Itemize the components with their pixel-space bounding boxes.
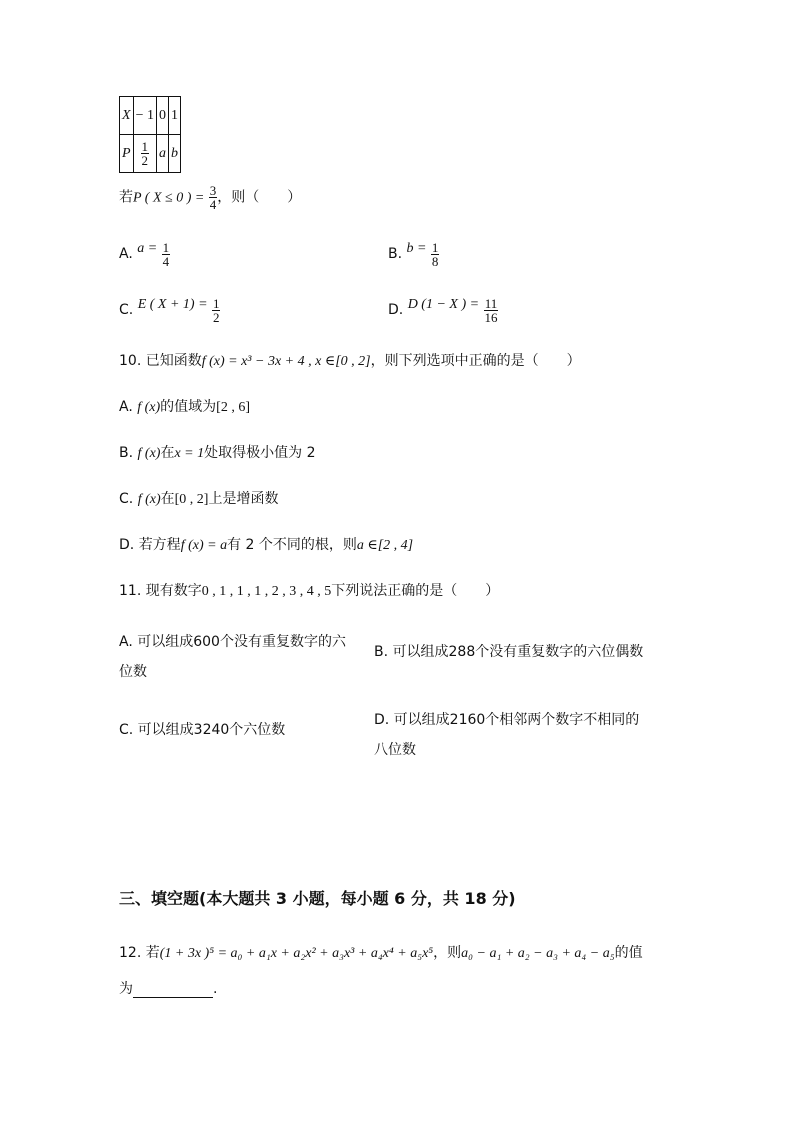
question-12-stem — [119, 944, 643, 963]
question-11-option-a[interactable] — [119, 627, 346, 687]
math-expression: f (x) = a — [180, 538, 228, 553]
option-text: C. 可以组成3240个六位数 — [119, 722, 286, 738]
option-text: D. 可以组成2160个相邻两个数字不相同的 — [374, 712, 640, 728]
math-expression: f (x) — [137, 446, 161, 461]
stem-text: 12. 若 — [119, 945, 160, 961]
table-cell: 0 — [156, 97, 168, 135]
table-cell: P — [120, 135, 134, 173]
option-text: 上是增函数 — [208, 491, 279, 507]
table-row — [120, 97, 181, 135]
fraction-denominator: 2 — [212, 310, 220, 325]
fraction-denominator: 4 — [209, 197, 217, 212]
table-cell: X — [120, 97, 134, 135]
fraction-numerator: 1 — [162, 240, 170, 255]
table-cell: a — [156, 135, 168, 173]
fraction — [162, 241, 171, 268]
math-expression: E ( X + 1) = — [137, 297, 208, 312]
stem-text: ，则下列选项中正确的是（ ） — [370, 353, 581, 369]
option-text: A. 可以组成600个没有重复数字的六 — [119, 634, 346, 650]
option-label: B. — [119, 445, 134, 461]
question-9-option-c[interactable] — [119, 296, 220, 324]
stem-text: . — [213, 981, 218, 997]
option-text: 在 — [160, 491, 175, 507]
math-expression: f (x) = x³ − 3x + 4 , x ∈[0 , 2] — [201, 354, 371, 369]
option-text: 处取得极小值为 2 — [204, 445, 316, 461]
fraction-denominator: 16 — [484, 310, 498, 325]
question-11-option-b[interactable] — [374, 643, 643, 661]
fraction — [141, 140, 150, 167]
fraction — [431, 241, 440, 268]
fraction-numerator: 1 — [212, 296, 220, 311]
math-expression: P ( X ≤ 0 ) = — [133, 190, 205, 206]
fraction-numerator: 11 — [484, 296, 498, 311]
fraction-numerator: 1 — [431, 240, 439, 255]
option-label: A. — [119, 399, 133, 415]
question-11-option-c[interactable] — [119, 721, 285, 739]
option-label: A. — [119, 246, 133, 262]
math-expression: a = — [137, 241, 158, 256]
math-expression: (1 + 3x )⁵ = a₀ + a₁x + a₂x² + a₃x³ + a₄x⁴ + a₅x⁵ — [159, 946, 434, 961]
fraction — [212, 297, 221, 324]
math-expression: x = 1 — [174, 446, 205, 461]
math-expression: 0 , 1 , 1 , 1 , 2 , 3 , 4 , 5 — [201, 584, 332, 599]
question-9-option-b[interactable] — [388, 240, 439, 268]
fraction — [209, 184, 218, 211]
fraction-numerator: 3 — [209, 183, 217, 198]
option-label: C. — [119, 491, 134, 507]
option-text: B. 可以组成288个没有重复数字的六位偶数 — [374, 644, 644, 660]
option-label: B. — [388, 246, 403, 262]
answer-blank[interactable] — [133, 983, 213, 998]
option-text: 有 2 个不同的根，则 — [227, 537, 357, 553]
distribution-table — [119, 96, 181, 173]
fraction — [484, 297, 499, 324]
option-text: 在 — [160, 445, 175, 461]
table-cell: 1 — [168, 97, 180, 135]
option-text: 若方程 — [138, 537, 181, 553]
table-cell — [133, 135, 156, 173]
fraction-denominator: 2 — [141, 153, 149, 168]
option-text: 的值域为 — [160, 399, 217, 415]
stem-text: 若 — [119, 189, 133, 206]
question-9-option-d[interactable] — [388, 296, 499, 324]
table-cell: b — [168, 135, 180, 173]
option-label: C. — [119, 302, 134, 318]
math-expression: f (x) — [137, 400, 161, 415]
math-expression: a₀ − a₁ + a₂ − a₃ + a₄ − a₅ — [461, 946, 615, 961]
question-10-option-d[interactable] — [119, 536, 413, 555]
question-9-option-a[interactable] — [119, 240, 170, 268]
math-expression: D (1 − X ) = — [407, 297, 480, 312]
option-text: 八位数 — [374, 742, 416, 758]
section-heading: 三、填空题(本大题共 3 小题，每小题 6 分，共 18 分) — [119, 889, 516, 908]
question-9-stem — [119, 184, 301, 211]
question-11-stem — [119, 582, 499, 601]
question-10-option-a[interactable] — [119, 398, 250, 417]
option-label: D. — [119, 537, 135, 553]
question-10-option-b[interactable] — [119, 444, 315, 463]
question-12-answer-line — [119, 980, 217, 998]
stem-text: ，则（ ） — [217, 189, 302, 206]
stem-text: 为 — [119, 981, 133, 997]
stem-text: ，则 — [433, 945, 462, 961]
fraction-denominator: 4 — [162, 254, 170, 269]
stem-text: 11. 现有数字 — [119, 583, 202, 599]
table-row — [120, 135, 181, 173]
math-expression: b = — [406, 241, 427, 256]
fraction-numerator: 1 — [141, 139, 149, 154]
question-11-option-d[interactable] — [374, 705, 639, 765]
math-expression: [0 , 2] — [174, 492, 209, 507]
question-10-option-c[interactable] — [119, 490, 278, 509]
math-expression: a ∈[2 , 4] — [356, 538, 414, 553]
table-cell: − 1 — [133, 97, 156, 135]
stem-text: 下列说法正确的是（ ） — [331, 583, 500, 599]
stem-text: 10. 已知函数 — [119, 353, 202, 369]
option-label: D. — [388, 302, 404, 318]
math-expression: f (x) — [137, 492, 161, 507]
math-expression: [2 , 6] — [216, 400, 250, 415]
fraction-denominator: 8 — [431, 254, 439, 269]
stem-text: 的值 — [614, 945, 643, 961]
question-10-stem — [119, 352, 581, 371]
option-text: 位数 — [119, 664, 147, 680]
